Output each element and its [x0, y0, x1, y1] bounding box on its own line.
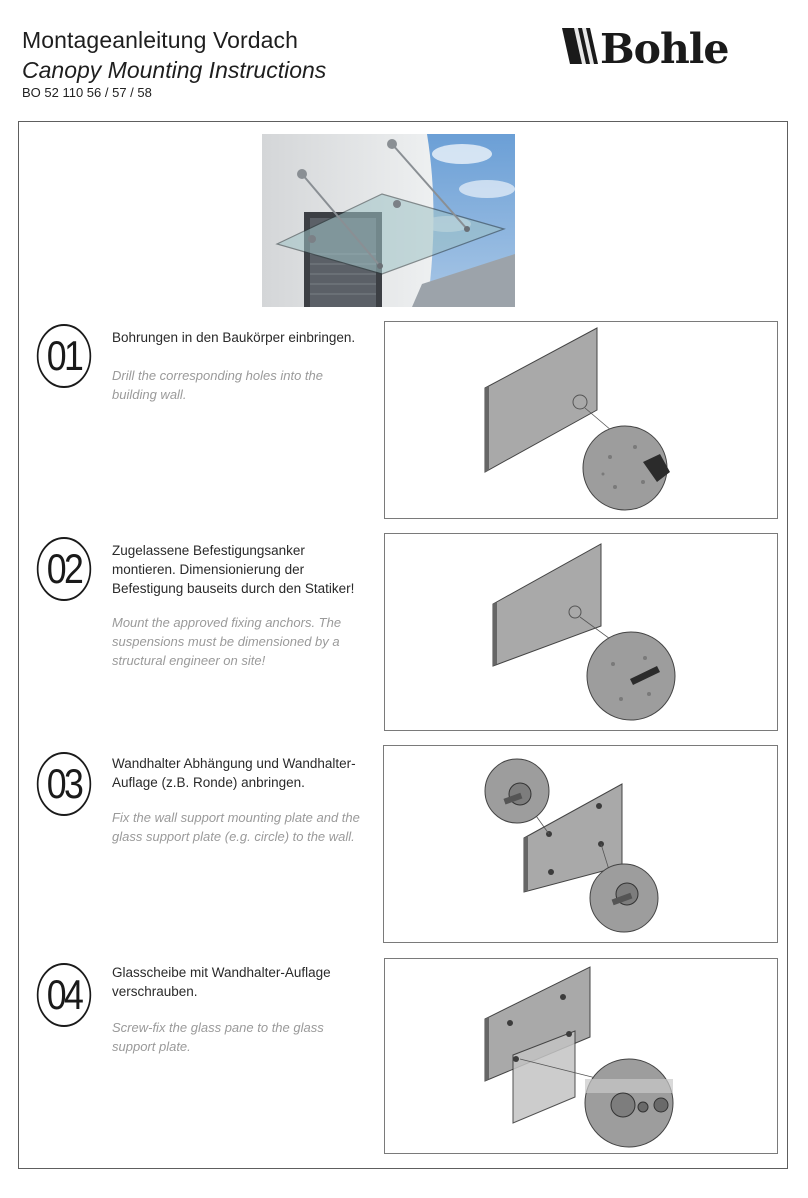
step-number-02: 02: [37, 537, 91, 601]
step-01-text-german: Bohrungen in den Baukörper einbringen.: [112, 330, 356, 345]
glass-pane-illustration: [384, 958, 778, 1154]
step-03-text-german: Wandhalter Abhängung und Wandhalter-Auflage (z.B. Ronde) anbringen.: [112, 756, 356, 790]
svg-text:Bohle: Bohle: [600, 26, 729, 68]
wall-holder-illustration: [383, 745, 778, 943]
canopy-photo: [262, 134, 515, 307]
drill-illustration: [384, 321, 778, 519]
bohle-logo: [560, 26, 790, 68]
step-01-text-english: Drill the corresponding holes into the building wall.: [112, 368, 324, 402]
step-03-text-english: Fix the wall support mounting plate and the glass support plate (e.g. circle) to the wall.: [112, 810, 360, 844]
title-german: Montageanleitung Vordach: [22, 27, 299, 53]
step-04-text-german: Glasscheibe mit Wandhalter-Auflage verschrauben.: [112, 965, 331, 999]
step-number-04: 04: [37, 963, 91, 1027]
step-02-text-english: Mount the approved fixing anchors. The suspensions must be dimensioned by a structural engineer on site!: [112, 615, 342, 668]
title-english: Canopy Mounting Instructions: [22, 57, 327, 83]
step-number-01: 01: [37, 324, 91, 388]
step-number-03: 03: [37, 752, 91, 816]
step-04-text-english: Screw-fix the glass pane to the glass support plate.: [112, 1020, 324, 1054]
anchor-illustration: [384, 533, 778, 731]
step-02-text-german: Zugelassene Befestigungsanker montieren. Dimensionierung der Befestigung bauseits durch den Statiker!: [112, 543, 355, 596]
model-numbers: BO 52 110 56 / 57 / 58: [22, 85, 152, 100]
